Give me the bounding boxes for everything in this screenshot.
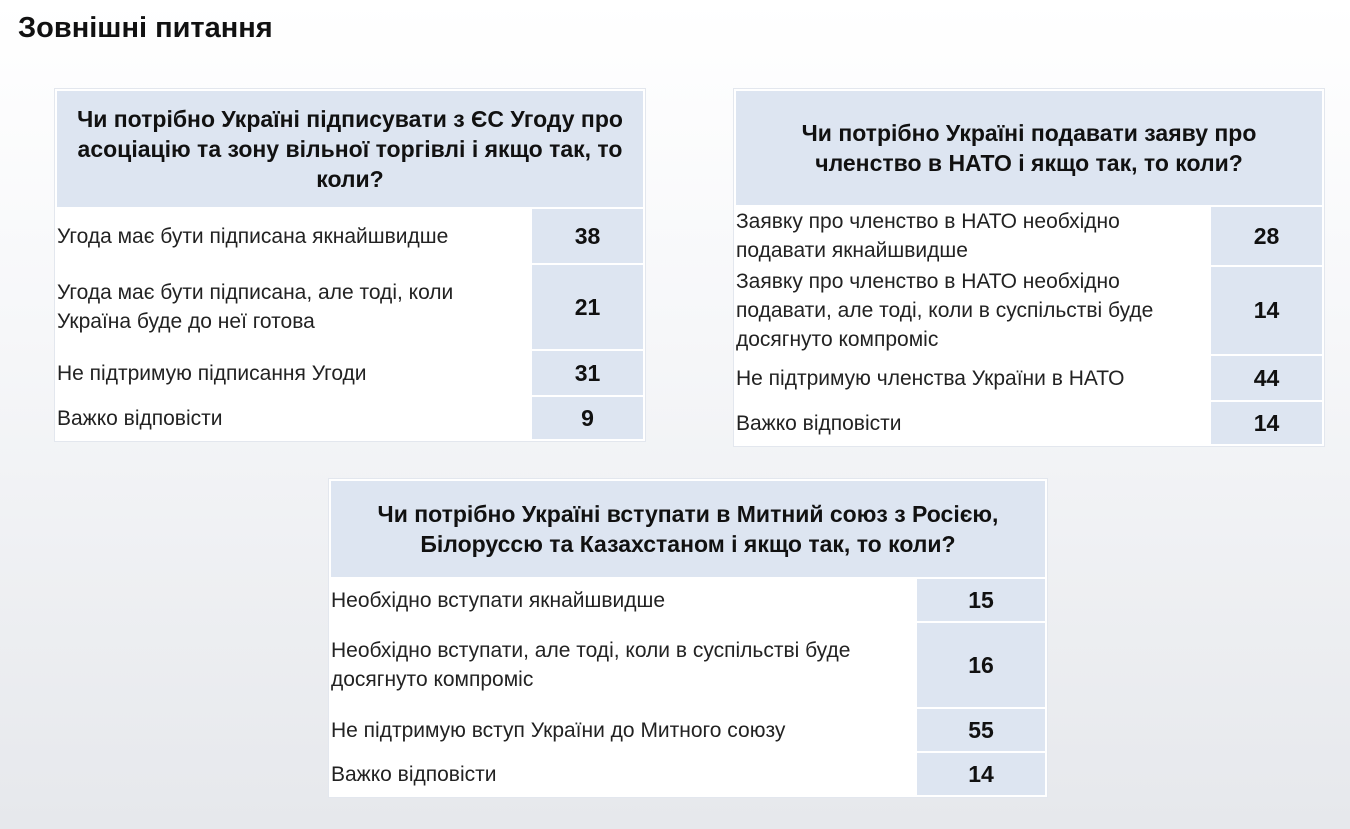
answer-cell: Заявку про членство в НАТО необхідно подавати, але тоді, коли в суспільстві буде досягнуто компроміс <box>735 266 1210 355</box>
table-row <box>735 355 1323 401</box>
table-question: Чи потрібно Україні подавати заяву про членство в НАТО і якщо так, то коли? <box>735 90 1323 206</box>
value-cell: 9 <box>531 396 644 440</box>
value-cell: 15 <box>916 578 1046 622</box>
answer-cell: Не підтримую підписання Угоди <box>56 350 531 396</box>
answer-cell: Необхідно вступати, але тоді, коли в суспільстві буде досягнуто компроміс <box>330 622 916 708</box>
table-row <box>735 266 1323 355</box>
customs-union-table <box>329 479 1047 797</box>
answer-cell: Важко відповісти <box>56 396 531 440</box>
value-cell: 28 <box>1210 206 1323 266</box>
answer-cell: Необхідно вступати якнайшвидше <box>330 578 916 622</box>
table-row <box>56 264 644 350</box>
answer-cell: Не підтримую членства України в НАТО <box>735 355 1210 401</box>
answer-cell: Не підтримую вступ України до Митного союзу <box>330 708 916 752</box>
answer-cell: Угода має бути підписана, але тоді, коли Україна буде до неї готова <box>56 264 531 350</box>
page-title: Зовнішні питання <box>18 12 273 44</box>
answer-cell: Важко відповісти <box>330 752 916 796</box>
value-cell: 16 <box>916 622 1046 708</box>
answer-cell: Важко відповісти <box>735 401 1210 445</box>
table-row <box>330 752 1046 796</box>
table-row <box>56 208 644 264</box>
table-question: Чи потрібно Україні підписувати з ЄС Угоду про асоціацію та зону вільної торгівлі і якщо так, то коли? <box>56 90 644 208</box>
value-cell: 14 <box>1210 401 1323 445</box>
value-cell: 31 <box>531 350 644 396</box>
table-question: Чи потрібно Україні вступати в Митний союз з Росією, Білоруссю та Казахстаном і якщо так, то коли? <box>330 480 1046 578</box>
nato-membership-table <box>734 89 1324 446</box>
table-row <box>735 401 1323 445</box>
value-cell: 14 <box>916 752 1046 796</box>
eu-association-table <box>55 89 645 441</box>
value-cell: 14 <box>1210 266 1323 355</box>
table-row <box>735 206 1323 266</box>
table-row <box>330 578 1046 622</box>
table-row <box>330 622 1046 708</box>
table-row <box>330 708 1046 752</box>
value-cell: 38 <box>531 208 644 264</box>
value-cell: 55 <box>916 708 1046 752</box>
answer-cell: Заявку про членство в НАТО необхідно подавати якнайшвидше <box>735 206 1210 266</box>
value-cell: 44 <box>1210 355 1323 401</box>
value-cell: 21 <box>531 264 644 350</box>
table-row <box>56 396 644 440</box>
table-row <box>56 350 644 396</box>
answer-cell: Угода має бути підписана якнайшвидше <box>56 208 531 264</box>
